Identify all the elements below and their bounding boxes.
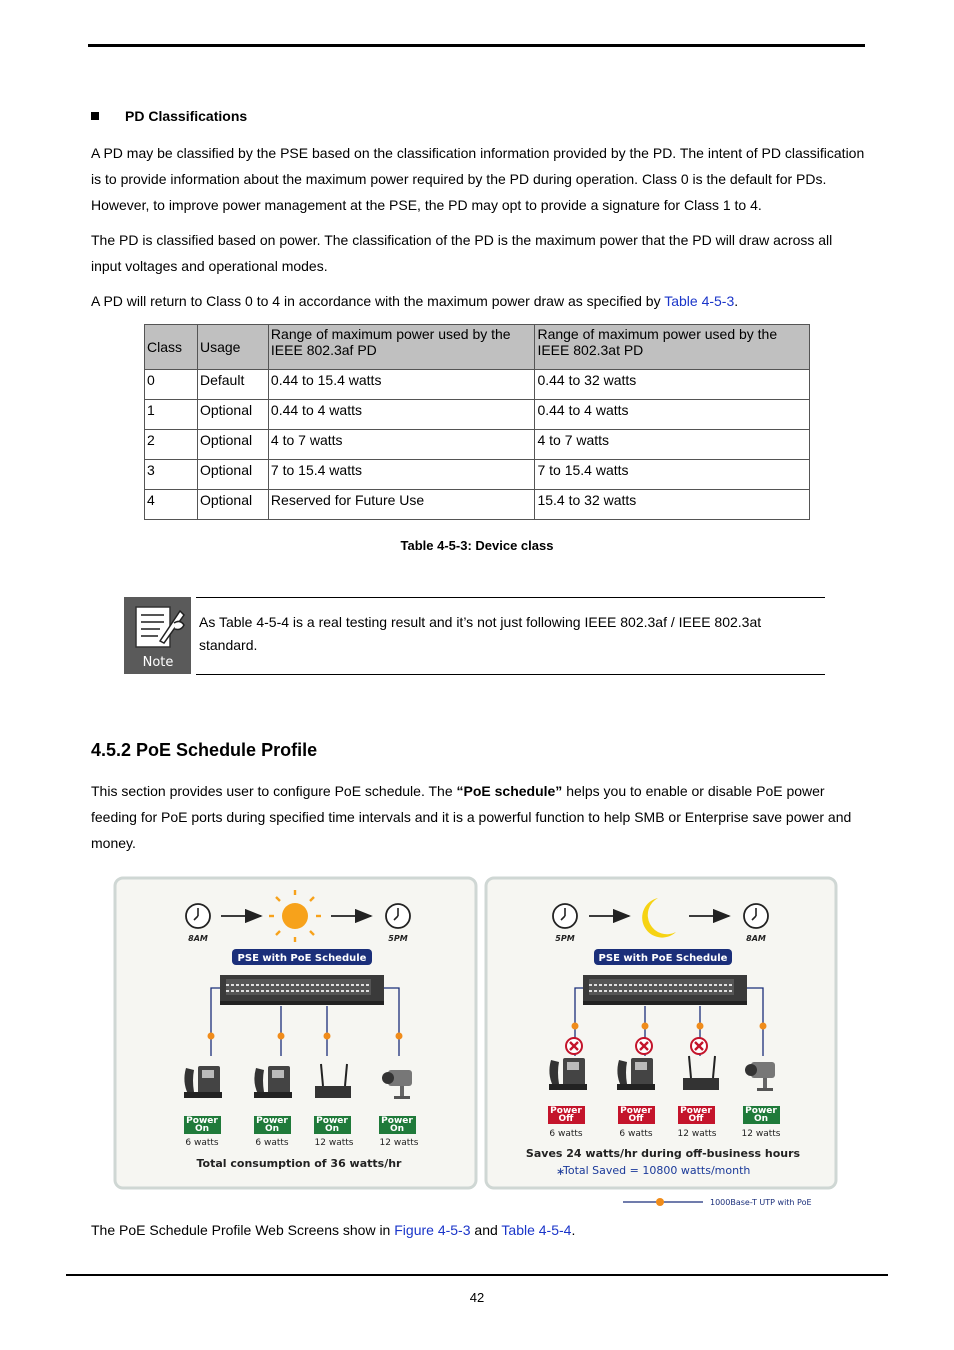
table-cell: Reserved for Future Use — [268, 490, 535, 520]
table-cell: 0.44 to 4 watts — [535, 400, 810, 430]
poe-switch-icon — [583, 975, 747, 1005]
table-4-5-4-link[interactable]: Table 4-5-4 — [501, 1222, 572, 1238]
table-cell: 7 to 15.4 watts — [535, 460, 810, 490]
section-title: 4.5.2 PoE Schedule Profile — [91, 740, 318, 760]
power-status-label: Power On — [745, 1106, 777, 1124]
figure-4-5-3-link[interactable]: Figure 4-5-3 — [394, 1222, 471, 1238]
table-cell: 0.44 to 15.4 watts — [268, 370, 535, 400]
svg-text:∗: ∗ — [556, 1165, 566, 1178]
svg-text:12 watts: 12 watts — [741, 1129, 781, 1139]
table-cell: 4 — [145, 490, 198, 520]
table-4-5-3-link[interactable]: Table 4-5-3 — [664, 293, 735, 309]
paragraph-web-screens: The PoE Schedule Profile Web Screens show in Figure 4-5-3 and Table 4-5-4. — [91, 1222, 576, 1238]
table-cell: 7 to 15.4 watts — [268, 460, 535, 490]
note-rule-bottom — [196, 674, 825, 675]
table-cell: 4 to 7 watts — [268, 430, 535, 460]
paragraph-pd-intro: A PD may be classified by the PSE based on the classification information provided by the PD. The intent of PD classification is to provide information about the maximum power required by the PD during operation. Class 0 is the default for PDs. However, to improve power management at the PSE, the PD may opt to provide a signature for Class 1 to 4. — [91, 145, 865, 213]
poe-switch-icon — [220, 975, 384, 1005]
ip-phone-icon — [617, 1058, 655, 1090]
footer-rule — [66, 1274, 888, 1276]
table-row — [145, 400, 810, 430]
pd-classifications-heading: PD Classifications — [91, 108, 247, 124]
svg-text:PSE with PoE Schedule: PSE with PoE Schedule — [237, 953, 367, 964]
svg-text:8AM: 8AM — [188, 934, 208, 943]
power-off-icon — [566, 1038, 582, 1054]
table-cell: Optional — [197, 460, 268, 490]
svg-text:1000Base-T UTP with PoE: 1000Base-T UTP with PoE — [710, 1198, 812, 1207]
clock-icon — [386, 904, 410, 928]
svg-text:Total consumption of 36 watts/: Total consumption of 36 watts/hr — [196, 1157, 402, 1170]
table-header-cell: Class — [145, 325, 198, 370]
table-cell: 1 — [145, 400, 198, 430]
table-cell: 0 — [145, 370, 198, 400]
table-header-cell: Range of maximum power used by the IEEE 802.3af PD — [268, 325, 535, 370]
svg-text:6 watts: 6 watts — [549, 1129, 583, 1139]
table-cell: Optional — [197, 490, 268, 520]
svg-text:PSE with PoE Schedule: PSE with PoE Schedule — [598, 953, 728, 964]
svg-text:8AM: 8AM — [746, 934, 766, 943]
svg-text:12 watts: 12 watts — [677, 1129, 717, 1139]
note-text: As Table 4-5-4 is a real testing result and it’s not just following IEEE 802.3af / IEEE 802.3at standard. — [199, 614, 762, 653]
table-header-cell: Usage — [197, 325, 268, 370]
svg-text:6 watts: 6 watts — [619, 1129, 653, 1139]
svg-text:Saves 24 watts/hr during off-b: Saves 24 watts/hr during off-business hours — [525, 1147, 801, 1160]
table-cell: 2 — [145, 430, 198, 460]
svg-text:5PM: 5PM — [555, 934, 575, 943]
power-status-label: Power Off — [680, 1106, 712, 1124]
note-icon — [124, 597, 191, 674]
clock-icon — [186, 904, 210, 928]
table-row — [145, 490, 810, 520]
table-cell: 4 to 7 watts — [535, 430, 810, 460]
power-status-label: Power Off — [620, 1106, 652, 1124]
bullet-square-icon — [91, 112, 99, 120]
power-status-label: Power On — [316, 1116, 348, 1134]
poe-schedule-diagram — [113, 876, 839, 1211]
paragraph-poe-schedule: This section provides user to configure PoE schedule. The “PoE schedule” helps you to enable or disable PoE power feeding for PoE ports during specified time intervals and it is a powerful function to help SMB or Enterprise save power and money. — [91, 783, 852, 851]
svg-text:Note: Note — [142, 655, 174, 670]
table-header-cell: Range of maximum power used by the IEEE 802.3at PD — [535, 325, 810, 370]
svg-text:12 watts: 12 watts — [379, 1138, 419, 1148]
paragraph-pd-class-return: A PD will return to Class 0 to 4 in accordance with the maximum power draw as specified by Table 4-5-3. — [91, 293, 739, 309]
table-cell: 0.44 to 32 watts — [535, 370, 810, 400]
header-rule — [88, 44, 865, 47]
table-caption: Table 4-5-3: Device class — [400, 538, 554, 553]
svg-text:12 watts: 12 watts — [314, 1138, 354, 1148]
paragraph-pd-power: The PD is classified based on power. The classification of the PD is the maximum power that the PD will draw across all input voltages and operational modes. — [91, 232, 833, 274]
svg-text:6 watts: 6 watts — [185, 1138, 219, 1148]
night-panel — [486, 878, 836, 1188]
table-header-row — [145, 325, 810, 370]
svg-text:Total Saved = 10800 watts/mont: Total Saved = 10800 watts/month — [563, 1164, 751, 1177]
table-row — [145, 460, 810, 490]
table-cell: 0.44 to 4 watts — [268, 400, 535, 430]
svg-text:6 watts: 6 watts — [255, 1138, 289, 1148]
note-rule-top — [196, 597, 825, 598]
svg-text:5PM: 5PM — [388, 934, 408, 943]
power-status-label: Power On — [381, 1116, 413, 1134]
ip-phone-icon — [549, 1058, 587, 1090]
table-cell: 15.4 to 32 watts — [535, 490, 810, 520]
power-off-icon — [691, 1038, 707, 1054]
device-class-table — [144, 324, 810, 520]
power-off-icon — [636, 1038, 652, 1054]
power-status-label: Power On — [256, 1116, 288, 1134]
table-cell: Optional — [197, 400, 268, 430]
page-number: 42 — [469, 1290, 485, 1305]
clock-icon — [744, 904, 768, 928]
table-cell: 3 — [145, 460, 198, 490]
clock-icon — [553, 904, 577, 928]
power-status-label: Power Off — [550, 1106, 582, 1124]
table-row — [145, 430, 810, 460]
power-status-label: Power On — [186, 1116, 218, 1134]
table-row — [145, 370, 810, 400]
table-cell: Default — [197, 370, 268, 400]
table-cell: Optional — [197, 430, 268, 460]
ip-phone-icon — [184, 1066, 222, 1098]
ip-phone-icon — [254, 1066, 292, 1098]
